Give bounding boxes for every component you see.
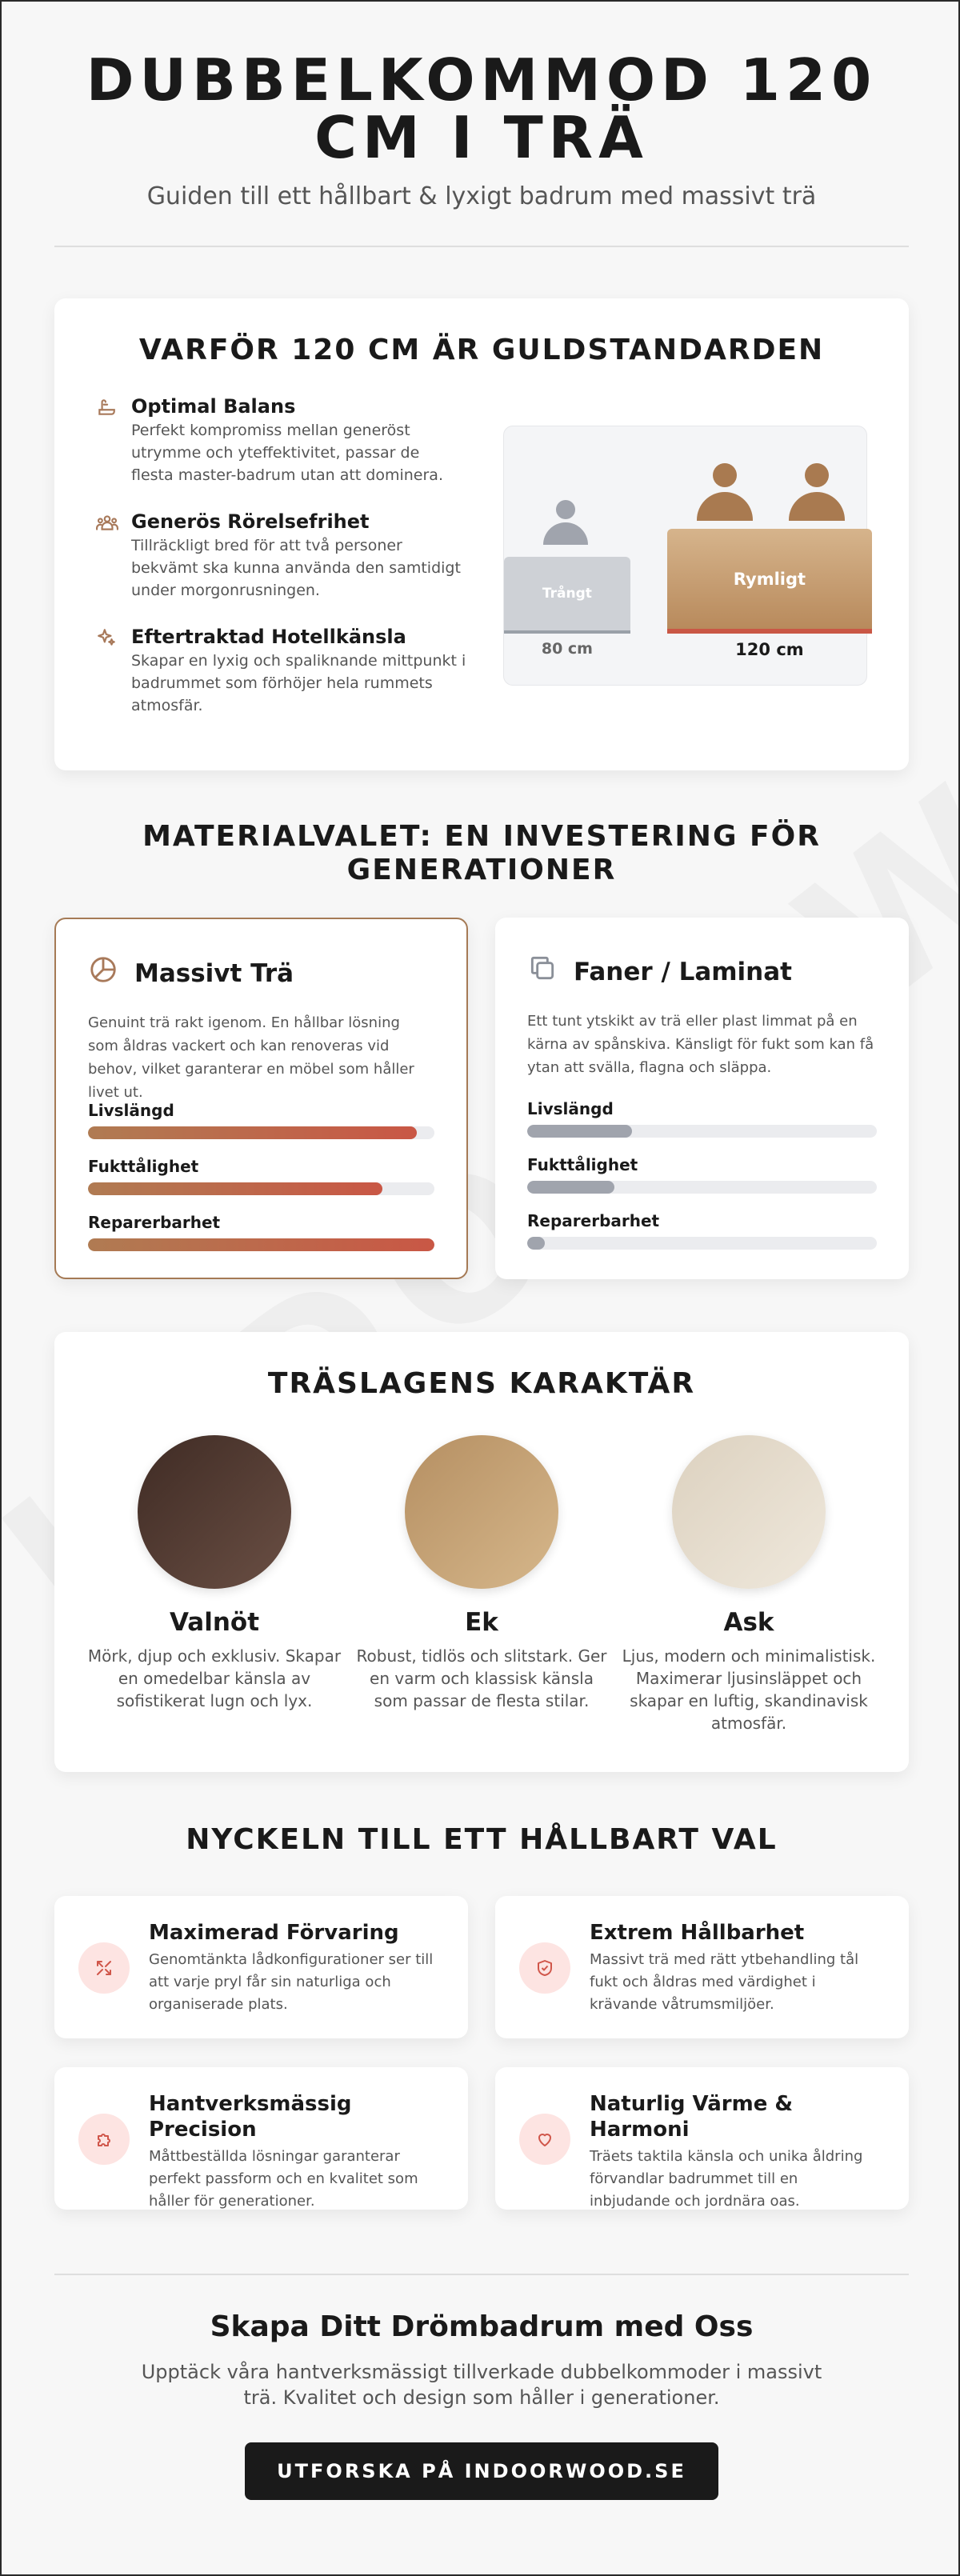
heart-icon (519, 2114, 570, 2165)
key-features-grid (54, 1896, 909, 2210)
puzzle-piece-icon (78, 2114, 130, 2165)
material-text: Ett tunt ytskikt av trä eller plast limmat på en kärna av spånskiva. Känsligt för fukt som kan få ytan att svälla, flagna och släppa. (527, 1013, 874, 1076)
materials-comparison (54, 918, 909, 1279)
sparkles-icon (96, 626, 131, 717)
material-title: Faner / Laminat (574, 957, 792, 986)
rating-fill (527, 1181, 614, 1194)
key-card (495, 1896, 909, 2038)
rating-label: Reparerbarhet (88, 1213, 221, 1232)
wood-name: Valnöt (169, 1608, 260, 1637)
wood-text: Ljus, modern och minimalistisk. Maximerar ljusinsläppet och skapar en luftig, skandinavisk atmosfär. (622, 1646, 876, 1733)
rating-label: Livslängd (527, 1099, 614, 1118)
wood-item (621, 1435, 877, 1734)
rating-label: Reparerbarhet (527, 1211, 660, 1230)
rating-label: Fukttålighet (88, 1157, 199, 1176)
wood-swatch (672, 1435, 826, 1589)
materials-title-line-1: MATERIALVALET: EN INVESTERING FÖR (142, 820, 821, 853)
feature-item (96, 626, 466, 717)
title-line-1: DUBBELKOMMOD 120 (86, 46, 878, 114)
rating-label: Fukttålighet (527, 1155, 638, 1174)
material-text: Genuint trä rakt igenom. En hållbar lösning som åldras vackert och kan renoveras vid behov, vilket garanterar en möbel som håller livet ut. (88, 1014, 414, 1101)
expand-arrows-icon (78, 1942, 130, 1994)
material-title: Massivt Trä (134, 958, 294, 988)
small-vanity-box: Trångt (504, 557, 630, 634)
explore-button[interactable]: UTFORSKA PÅ INDOORWOOD.SE (245, 2442, 718, 2500)
key-text: Genomtänkta lådkonfigurationer ser till att varje pryl får sin naturliga och organiserade plats. (149, 1951, 434, 2013)
wood-swatch (138, 1435, 291, 1589)
page-title (54, 46, 909, 171)
rating-bar (88, 1101, 434, 1139)
feature-item (96, 395, 466, 486)
person-icon (543, 500, 588, 545)
large-vanity-box: Rymligt (667, 529, 872, 634)
shield-check-icon (519, 1942, 570, 1994)
large-size-label: 120 cm (735, 640, 804, 659)
rating-bar (88, 1213, 434, 1251)
keys-title: NYCKELN TILL ETT HÅLLBART VAL (186, 1823, 778, 1856)
cta-text: Upptäck våra hantverksmässigt tillverkade dubbelkommoder i massivt trä. Kvalitet och design som håller i generationer. (141, 2361, 822, 2409)
wood-item (354, 1435, 610, 1734)
feature-text: Skapar en lyxig och spaliknande mittpunkt i badrummet som förhöjer hela rummets atmosfär. (131, 652, 466, 714)
wood-item (86, 1435, 342, 1734)
feature-title: Generös Rörelsefrihet (131, 510, 370, 533)
person-icon (789, 463, 845, 521)
title-line-2: CM I TRÄ (314, 104, 649, 171)
rating-label: Livslängd (88, 1101, 174, 1120)
wood-swatch (405, 1435, 558, 1589)
rating-fill (527, 1125, 632, 1138)
small-size-label: 80 cm (541, 640, 593, 658)
key-title: Extrem Hållbarhet (590, 1921, 805, 1945)
why-section (54, 298, 909, 770)
person-icon (697, 463, 753, 521)
key-text: Måttbeställda lösningar garanterar perfekt passform och en kvalitet som håller för generationer. (149, 2148, 418, 2210)
rating-fill (88, 1238, 434, 1251)
feature-title: Optimal Balans (131, 395, 296, 418)
key-text: Massivt trä med rätt ytbehandling tål fukt och åldras med värdighet i krävande våtrumsmiljöer. (590, 1951, 859, 2013)
wood-name: Ek (465, 1608, 498, 1637)
rating-bar (88, 1157, 434, 1195)
material-card-solid-wood (54, 918, 468, 1279)
key-card (495, 2067, 909, 2210)
pie-chart-icon (88, 954, 134, 992)
material-card-veneer (495, 918, 909, 1279)
key-title: Maximerad Förvaring (149, 1921, 399, 1945)
feature-list (96, 395, 466, 741)
wood-title: TRÄSLAGENS KARAKTÄR (267, 1367, 696, 1400)
rating-bar (527, 1211, 877, 1250)
key-card (54, 2067, 468, 2210)
wood-name: Ask (723, 1608, 774, 1637)
why-title: VARFÖR 120 CM ÄR GULDSTANDARDEN (138, 334, 825, 366)
key-card (54, 1896, 468, 2038)
key-text: Träets taktila känsla och unika åldring förvandlar badrummet till en inbjudande och jordnära oas. (590, 2148, 863, 2210)
feature-text: Perfekt kompromiss mellan generöst utrymme och yteffektivitet, passar de flesta master-badrum utan att dominera. (131, 422, 443, 484)
feature-item (96, 510, 466, 602)
rating-fill (88, 1126, 417, 1139)
wood-types-section (54, 1332, 909, 1772)
page-subtitle: Guiden till ett hållbart & lyxigt badrum med massivt trä (146, 182, 817, 210)
cta-title: Skapa Ditt Drömbadrum med Oss (210, 2310, 754, 2343)
wood-text: Mörk, djup och exklusiv. Skapar en omedelbar känsla av sofistikerat lugn och lyx. (87, 1646, 342, 1710)
materials-title-line-2: GENERATIONER (346, 854, 617, 886)
rating-fill (88, 1182, 382, 1195)
copy-layers-icon (527, 953, 574, 990)
faucet-icon (96, 395, 131, 486)
feature-title: Eftertraktad Hotellkänsla (131, 626, 406, 648)
page (2, 2, 960, 2500)
hero (54, 2, 909, 247)
header-divider (54, 246, 909, 247)
call-to-action (54, 2275, 909, 2500)
width-comparison-illustration (503, 426, 867, 686)
key-title: Hantverksmässig Precision (149, 2092, 352, 2142)
people-group-icon (96, 510, 131, 602)
rating-bar (527, 1155, 877, 1194)
rating-fill (527, 1237, 545, 1250)
wood-text: Robust, tidlös och slitstark. Ger en varm och klassisk känsla som passar de flesta stilar. (356, 1646, 607, 1710)
materials-title (54, 820, 909, 887)
key-title: Naturlig Värme & Harmoni (590, 2092, 794, 2142)
feature-text: Tillräckligt bred för att två personer bekvämt ska kunna använda den samtidigt under morgonrusningen. (131, 537, 461, 599)
rating-bar (527, 1099, 877, 1138)
